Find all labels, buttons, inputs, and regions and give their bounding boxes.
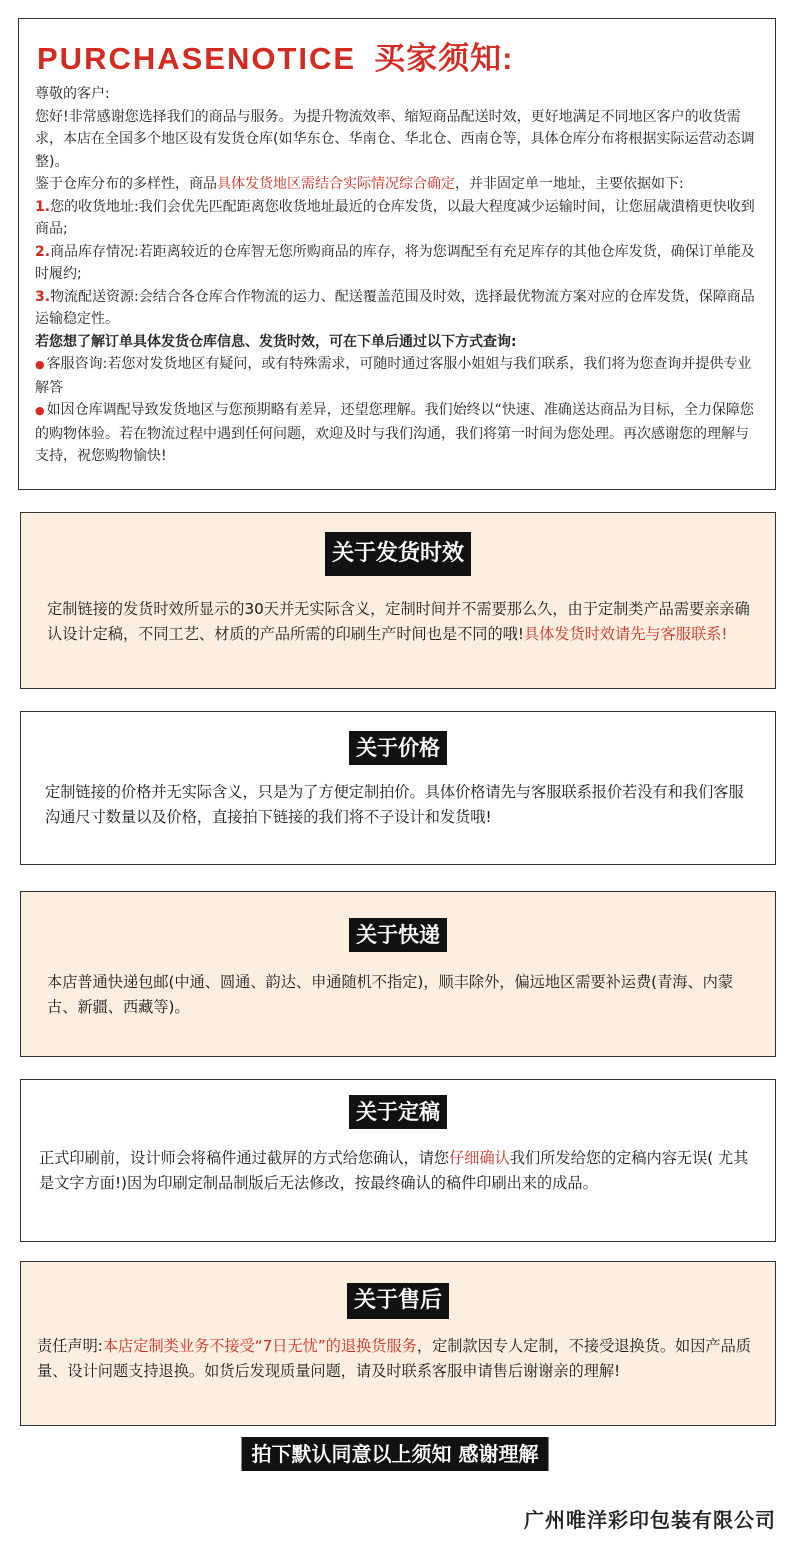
body-highlight: 仔细确认	[449, 1149, 510, 1167]
basis-highlight: 具体发货地区需结合实际情况综合确定	[217, 176, 455, 192]
body-highlight: 本店定制类业务不接受“7日无忧”的退换货服务	[102, 1337, 417, 1355]
section-proof	[20, 1079, 776, 1242]
bullet-text: 如因仓库调配导致发货地区与您预期略有差异，还望您理解。我们始终以“快速、准确送达商品为目标，全力保障您的购物体验。若在物流过程中遇到任何问题，欢迎及时与我们沟通，我们将第一时间为您处理。再次感谢您的理解与支持，祝您购物愉快!	[35, 402, 754, 464]
body-text-post: ，定制款因专人定制，不接受退换货。如因产品质量、设计问题支持退换。如货后发现质量问题，请及时联系客服申请售后谢谢亲的理解!	[37, 1337, 751, 1380]
point-text: 商品库存情况:若距离较近的仓库智无您所购商品的库存，将为您调配至有充足库存的其他仓库发货，确保订单能及时履约;	[35, 243, 755, 282]
section-title: 关于发货时效	[325, 532, 471, 576]
point-number: 3.	[35, 288, 51, 305]
point-text: 物流配送资源:会结合各仓库合作物流的运力、配送覆盖范围及时效，选择最优物流方案对应的仓库发货，保障商品运输稳定性。	[35, 288, 755, 327]
notice-intro: 您好!非常感谢您选择我们的商品与服务。为提升物流效率、缩短商品配送时效，更好地满足不同地区客户的收货需求，本店在全国多个地区设有发货仓库(如华东仓、华南仓、华北仓、西南仓等，具体仓库分布将根据实际运营动态调整)。	[35, 108, 755, 170]
point-number: 1.	[35, 198, 51, 215]
section-after-sale	[20, 1261, 776, 1426]
company-name: 广州唯洋彩印包装有限公司	[524, 1508, 776, 1532]
notice-point-3	[35, 286, 759, 331]
purchase-notice	[18, 18, 776, 490]
notice-heading	[37, 39, 759, 79]
section-body	[37, 1334, 755, 1384]
section-body: 定制链接的价格并无实际含义，只是为了方便定制拍价。具体价格请先与客服联系报价若没有和我们客服沟通尺寸数量以及价格，直接拍下链接的我们将不子设计和发货哦!	[45, 783, 744, 826]
basis-text-post: ，并非固定单一地址，主要依据如下:	[455, 176, 684, 192]
bullet-dot-icon: ●	[35, 358, 45, 371]
section-body	[39, 1146, 755, 1196]
section-title: 关于价格	[349, 731, 447, 765]
notice-bullet-1	[35, 353, 759, 399]
section-shipping-time	[20, 512, 776, 689]
section-title: 关于定稿	[349, 1095, 447, 1129]
section-body	[47, 597, 755, 647]
body-text-pre: 责任声明:	[37, 1337, 103, 1355]
body-text-pre: 正式印刷前，设计师会将稿件通过截屏的方式给您确认，请您	[39, 1149, 450, 1167]
body-text-post: 我们所发给您的定稿内容无误( 尤其是文字方面!)因为印刷定制品制版后无法修改，按最终确认的稿件印刷出来的成品。	[39, 1149, 749, 1192]
notice-greeting: 尊敬的客户:	[35, 86, 110, 102]
point-number: 2.	[35, 243, 51, 260]
notice-bullet-2	[35, 399, 759, 468]
section-title: 关于售后	[347, 1283, 449, 1319]
bullet-text: 客服咨询:若您对发货地区有疑问，或有特殊需求，可随时通过客服小姐姐与我们联系，我们将为您查询并提供专业解答	[35, 356, 752, 396]
notice-point-2	[35, 241, 759, 286]
notice-point-1	[35, 196, 759, 241]
basis-text-pre: 鉴于仓库分布的多样性，商品	[35, 176, 217, 192]
section-title: 关于快递	[349, 918, 447, 952]
section-price	[20, 711, 776, 865]
agree-banner: 拍下默认同意以上须知 感谢理解	[242, 1437, 549, 1471]
body-highlight: 具体发货时效请先与客服联系!	[523, 625, 728, 643]
point-text: 您的收货地址:我们会优先匹配距离您收货地址最近的仓库发货，以最大程度减少运输时间，让您屈歳潰楕更快收到商品;	[35, 198, 755, 237]
section-express	[20, 891, 776, 1057]
body-text: 定制链接的发货时效所显示的30天并无实际含义，定制时间并不需要那么久，由于定制类产品需要亲亲确认设计定稿，不同工艺、材质的产品所需的印刷生产时间也是不同的哦!	[47, 600, 750, 643]
bullet-dot-icon: ●	[35, 404, 45, 417]
notice-basis	[35, 173, 759, 196]
notice-query-heading: 若您想了解订单具体发货仓库信息、发货时效，可在下单后通过以下方式查询:	[35, 333, 517, 350]
section-body: 本店普通快递包邮(中通、圆通、韵达、申通随机不指定)，顺丰除外，偏远地区需要补运费(青海、内蒙古、新疆、西藏等)。	[47, 973, 734, 1016]
notice-title-cn: 买家须知:	[374, 41, 514, 76]
notice-title-en: PURCHASENOTICE	[37, 41, 357, 76]
